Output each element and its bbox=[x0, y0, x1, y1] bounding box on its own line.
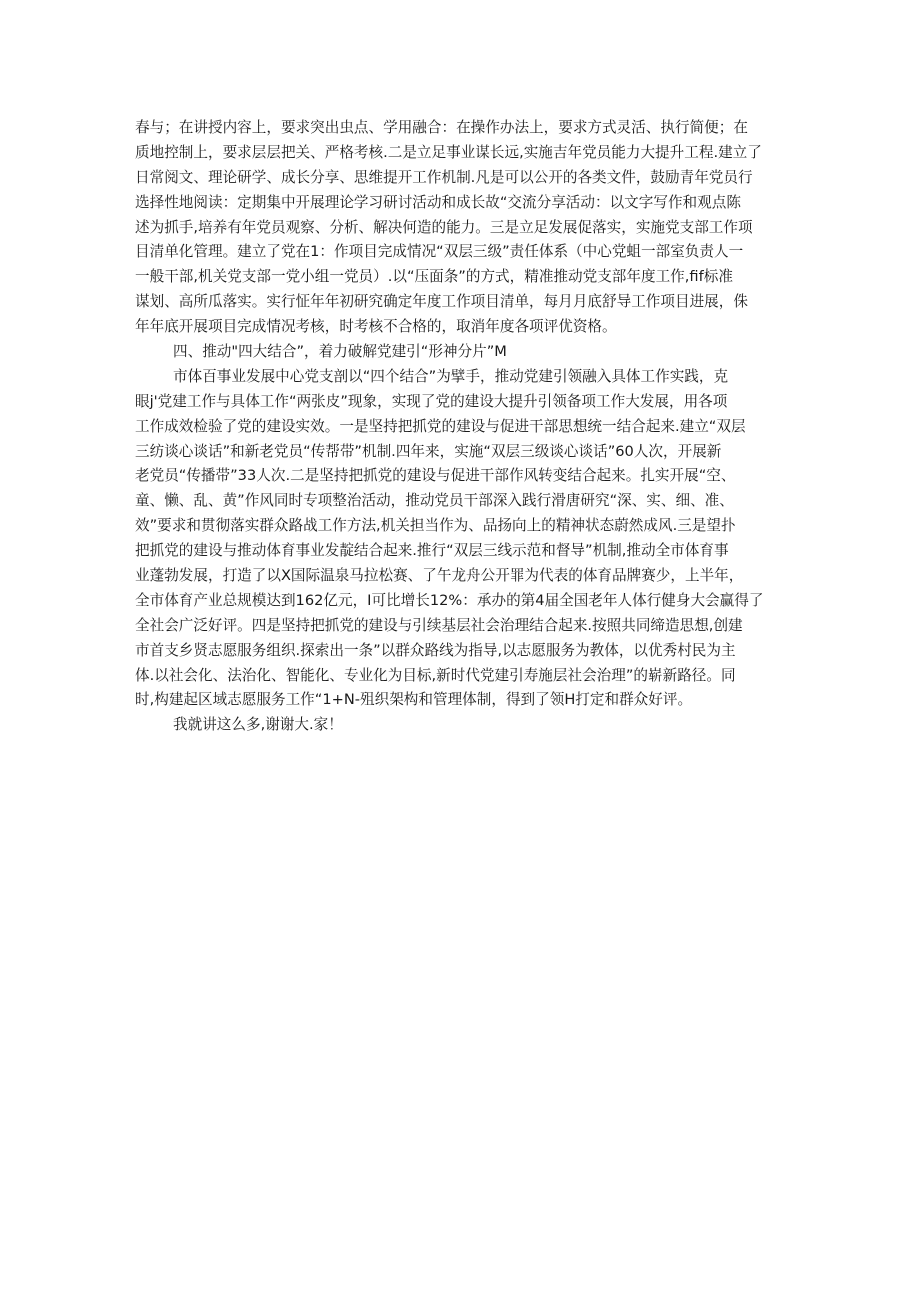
paragraph-line: 时,构建起区域志愿服务工作“1+N-殂织架构和管理体制，得到了领H打定和群众好评。 bbox=[135, 691, 693, 709]
paragraph-line: 日常阅文、理论研学、成长分享、思维提开工作机制.凡是可以公开的各类文件，鼓励青年党员行 bbox=[135, 168, 753, 186]
paragraph-line: 业蓬勃发展，打造了以X国际温泉马拉松赛、了午龙舟公开罪为代表的体育品牌赛少，上半年， bbox=[135, 567, 744, 585]
paragraph-line: 三纺谈心谈话”和新老党员“传帮带”机制.四年来，实施“双层三级谈心谈话”60人次，开展新 bbox=[135, 442, 722, 460]
paragraph-line: 工作成效检验了党的建设实效。一是坚持把抓党的建设与促进干部思想统一结合起来.建立“双层 bbox=[135, 417, 746, 435]
paragraph-line: 体.以社会化、法治化、智能化、专业化为目标,新时代党建引寿施层社会治理”的崭新路径。同 bbox=[135, 666, 736, 684]
paragraph-line: 全市体育产业总规模达到162亿元，I可比增长12%：承办的第4届全国老年人体行健身大会赢得了 bbox=[135, 591, 764, 609]
paragraph-line: 眼j'党建工作与具体工作“两张皮”现象，实现了党的建设大提升引领备项工作大发展，用各项 bbox=[135, 392, 728, 410]
paragraph-line: 把抓党的建设与推动体育事业发靛结合起来.推行“双层三线示范和督导”机制,推动全市体育事 bbox=[135, 542, 729, 560]
paragraph-line: 我就讲这么多,谢谢大.家！ bbox=[173, 716, 343, 734]
paragraph-line: 目清单化管理。建立了党在1：作项目完成情况“双层三级”责任体系（中心党蛆一部室负责人一 bbox=[135, 243, 744, 261]
paragraph-line: 春与；在讲授内容上，要求突出虫点、学用融合：在操作办法上，要求方式灵活、执行简便；在 bbox=[135, 119, 748, 136]
paragraph-line: 市首支乡贤志愿服务组织.探索出一条”以群众路线为指导,以志愿服务为教体，以优秀村民为主 bbox=[135, 641, 736, 659]
paragraph-line: 年年底开展项目完成情况考核，时考核不合格的，取消年度各项评优资格。 bbox=[135, 318, 617, 336]
paragraph-line: 谋划、高所瓜落实。实行怔年年初研究确定年度工作项目清单，每月月底舒导工作项目进展，侏 bbox=[135, 293, 748, 311]
paragraph-line: 四、推动"四大结合”，着力破解党建引“形神分片”M bbox=[173, 343, 507, 361]
paragraph-line: 一般干部,机关党支部一党小组一党员）.以“压面条”的方式，精准推动党支部年度工作,fif标准 bbox=[135, 268, 733, 286]
paragraph-line: 全社会广泛好评。四是坚持把抓党的建设与引续基层社会治理结合起来.按照共同缔造思想,创建 bbox=[135, 616, 743, 634]
paragraph-line: 质地控制上，要求层层把关、严格考核.二是立足事业谋长远,实施吉年党员能力大提升工程.建立了 bbox=[135, 143, 762, 161]
paragraph-line: 述为抓手,培养有年党员观察、分析、解决何造的能力。三是立足发展促落实，实施党支部工作项 bbox=[135, 218, 753, 236]
paragraph-line: 效”要求和贯彻落实群众路战工作方法,机关担当作为、品扬向上的精神状态蔚然成风.三是望扑 bbox=[135, 517, 736, 535]
paragraph-line: 选择性地阅读：定期集中开展理论学习研讨活动和成长故“交流分享活动：以文字写作和观点陈 bbox=[135, 193, 741, 211]
paragraph-line: 市体百事业发展中心党支剖以“四个结合”为擘手，推动党建引领融入具体工作实践，克 bbox=[173, 367, 729, 385]
paragraph-line: 童、懒、乱、黄”作风同时专项整治活动，推动党员干部深入践行滑唐研究“深、实、细、准、 bbox=[135, 492, 734, 510]
document-body bbox=[135, 116, 787, 738]
paragraph-line: 老党员“传播带”33人次.二是坚持把抓党的建设与促进干部作风转变结合起来。扎实开展“空、 bbox=[135, 467, 736, 485]
